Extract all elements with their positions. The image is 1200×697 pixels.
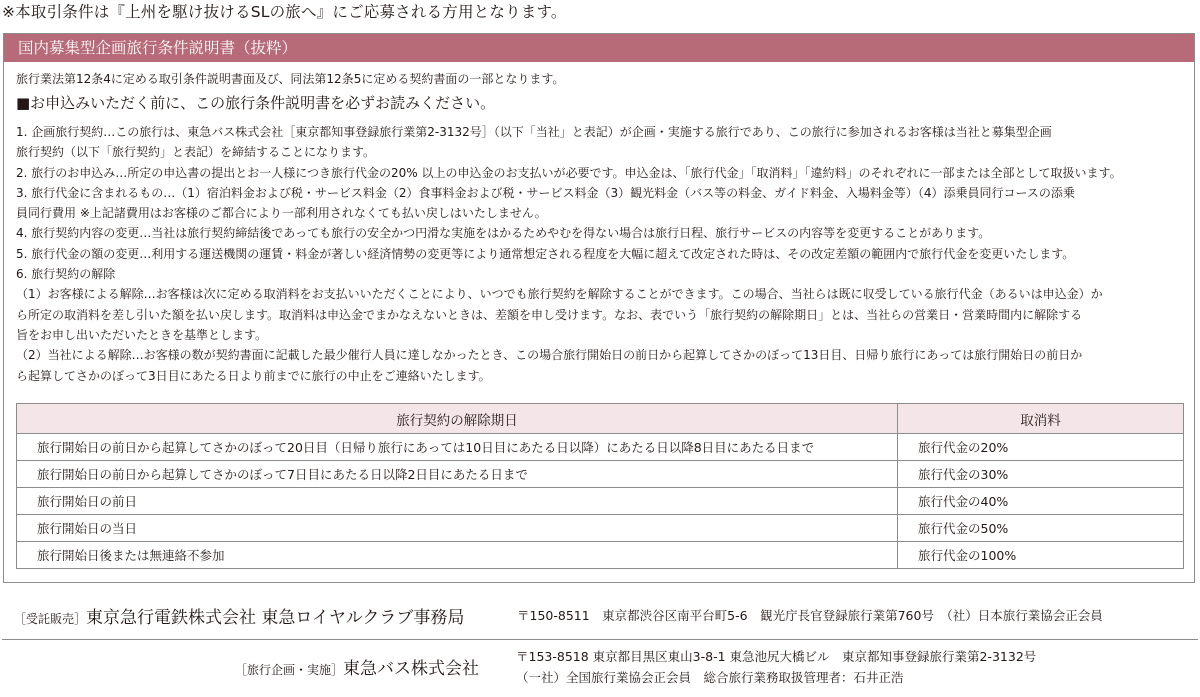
conditions-body bbox=[16, 122, 1186, 386]
cancel-date-cell: 旅行開始日の当日 bbox=[17, 515, 898, 542]
clause-line: 6. 旅行契約の解除 bbox=[16, 267, 116, 282]
table-header-row bbox=[17, 404, 1184, 434]
clause-line: 旨をお申し出いただいたときを基準とします。 bbox=[16, 327, 268, 342]
cancel-fee-cell: 旅行代金の20% bbox=[898, 434, 1184, 461]
eligibility-note: ※本取引条件は『上州を駆け抜けるSLの旅へ』にご応募される方用となります。 bbox=[2, 3, 567, 21]
clause-line: 5. 旅行代金の額の変更…利用する運送機関の運賃・料金が著しい経済情勢の変更等により通常想定される程度を大幅に超えて改定された時は、その改定差額の範囲内で旅行代金を変更いたします。 bbox=[16, 246, 1075, 261]
cancel-fee-cell: 旅行代金の100% bbox=[898, 542, 1184, 569]
table-row bbox=[17, 515, 1184, 542]
tour-operator-label: ［旅行企画・実施］ bbox=[235, 663, 344, 677]
tour-operator-address-line: 〒153-8518 東京都目黒区東山3-8-1 東急池尻大橋ビル 東京都知事登録旅行業第2-3132号 bbox=[516, 649, 1037, 664]
clause-line: 1. 企画旅行契約…この旅行は、東急バス株式会社［東京都知事登録旅行業第2-3132号］（以下「当社」と表記）が企画・実施する旅行であり、この旅行に参加されるお客様は当社と募集型企画 bbox=[16, 125, 1052, 139]
tour-operator-address bbox=[516, 646, 1036, 688]
clause-line: 2. 旅行のお申込み…所定の申込書の提出とお一人様につき旅行代金の20% 以上の申込金のお支払いが必要です。申込金は、「旅行代金」「取消料」「違約料」のそれぞれに一部または全部として取扱います。 bbox=[16, 165, 1122, 180]
table-row bbox=[17, 434, 1184, 461]
conditions-title: 国内募集型企画旅行条件説明書（抜粋） bbox=[4, 34, 1194, 62]
tour-operator-company: 東急バス株式会社 bbox=[343, 659, 480, 679]
cancel-date-cell: 旅行開始日後または無連絡不参加 bbox=[17, 542, 898, 569]
column-header-cancel-date: 旅行契約の解除期日 bbox=[17, 404, 898, 434]
sales-agent bbox=[14, 603, 464, 628]
tour-operator bbox=[235, 654, 479, 679]
conditions-box bbox=[3, 33, 1195, 583]
sales-agent-label: ［受託販売］ bbox=[14, 612, 87, 626]
clause-line: ら起算してさかのぼって3日目にあたる日より前までに旅行の中止をご連絡いたします。 bbox=[16, 368, 491, 383]
cancel-date-cell: 旅行開始日の前日から起算してさかのぼって7日目にあたる日以降2日目にあたる日まで bbox=[17, 461, 898, 488]
clause-line: （1）お客様による解除…お客様は次に定める取消料をお支払いいただくことにより、いつでも旅行契約を解除することができます。この場合、当社らは既に収受している旅行代金（あるいは申込金）か bbox=[16, 287, 1103, 302]
cancel-fee-cell: 旅行代金の40% bbox=[898, 488, 1184, 515]
table-row bbox=[17, 488, 1184, 515]
sales-agent-address: 〒150-8511 東京都渋谷区南平台町5-6 観光庁長官登録旅行業第760号 （社）日本旅行業協会正会員 bbox=[517, 608, 1103, 623]
cancel-fee-cell: 旅行代金の30% bbox=[898, 461, 1184, 488]
table-row bbox=[17, 461, 1184, 488]
clause-line: ら所定の取消料を差し引いた額を払い戻します。取消料は申込金でまかなえないときは、差額を申し受けます。なお、表でいう「旅行契約の解除期日」とは、当社らの営業日・営業時間内に解除する bbox=[16, 307, 1083, 322]
clause-line: 3. 旅行代金に含まれるもの…（1）宿泊料金および税・サービス料金（2）食事料金および税・サービス料金（3）観光料金（バス等の料金、ガイド料金、入場料金等）（4）添乗員同行コースの添乗 bbox=[16, 185, 1075, 200]
intro-legal-note: 旅行業法第12条4に定める取引条件説明書面及び、同法第12条5に定める契約書面の一部となります。 bbox=[16, 72, 565, 86]
clause-line: 員同行費用 ※上記諸費用はお客様のご都合により一部利用されなくても払い戻しはいたしません。 bbox=[16, 206, 547, 221]
table-row bbox=[17, 542, 1184, 569]
column-header-cancel-fee: 取消料 bbox=[898, 404, 1184, 434]
footer-divider bbox=[2, 639, 1198, 640]
cancellation-fee-table bbox=[16, 403, 1184, 569]
clause-line: （2）当社による解除…お客様の数が契約書面に記載した最少催行人員に達しなかったとき、この場合旅行開始日の前日から起算してさかのぼって13日目、日帰り旅行にあっては旅行開始日の前日か bbox=[16, 348, 1083, 363]
tour-operator-manager-line: （一社）全国旅行業協会正会員 総合旅行業務取扱管理者：石井正浩 bbox=[516, 670, 904, 685]
sales-agent-company: 東京急行電鉄株式会社 東急ロイヤルクラブ事務局 bbox=[86, 608, 465, 628]
intro-read-notice: ■お申込みいただく前に、この旅行条件説明書を必ずお読みください。 bbox=[16, 94, 496, 112]
clause-line: 旅行契約（以下「旅行契約」と表記）を締結することになります。 bbox=[16, 145, 376, 160]
cancel-date-cell: 旅行開始日の前日から起算してさかのぼって20日目（日帰り旅行にあっては10日目にあたる日以降）にあたる日以降8日目にあたる日まで bbox=[17, 434, 898, 461]
cancel-date-cell: 旅行開始日の前日 bbox=[17, 488, 898, 515]
cancel-fee-cell: 旅行代金の50% bbox=[898, 515, 1184, 542]
clause-line: 4. 旅行契約内容の変更…当社は旅行契約締結後であっても旅行の安全かつ円滑な実施をはかるためやむを得ない場合は旅行日程、旅行サービスの内容等を変更することがあります。 bbox=[16, 226, 991, 241]
